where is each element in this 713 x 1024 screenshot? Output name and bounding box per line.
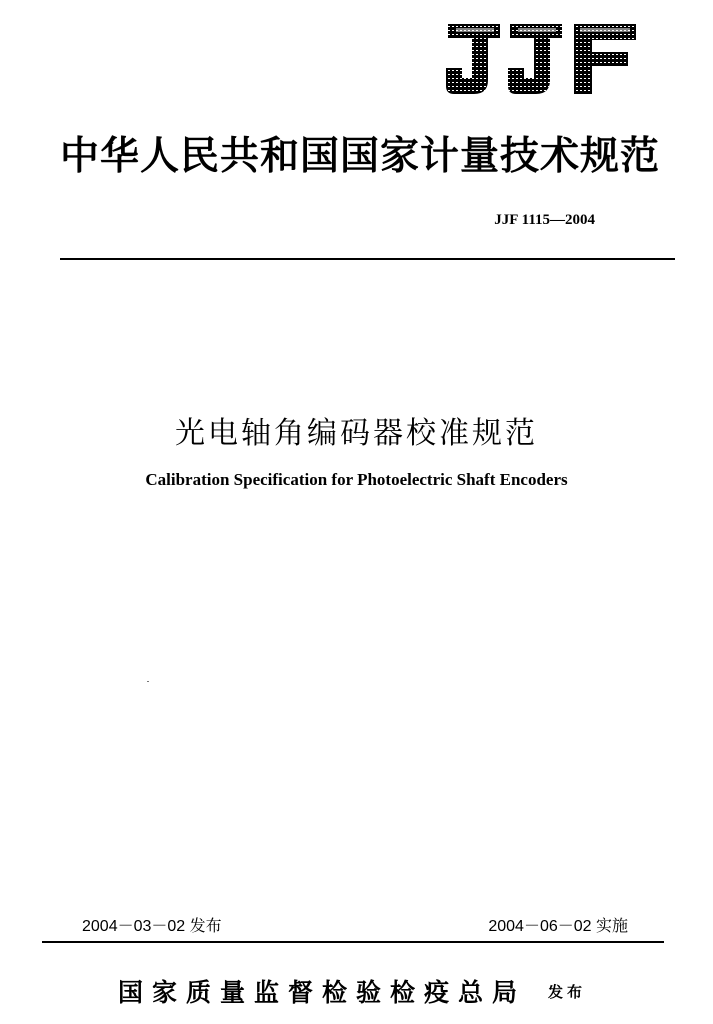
document-title-en: Calibration Specification for Photoelectric Shaft Encoders xyxy=(145,470,568,489)
jjf-logo-icon xyxy=(444,18,640,98)
publish-label: 发布 xyxy=(548,983,587,1001)
jjf-logo xyxy=(444,18,640,98)
implementation-date: 2004－06－02 实施 xyxy=(488,918,628,935)
footer-divider xyxy=(42,941,664,943)
publisher-name: 国家质量监督检验检疫总局 xyxy=(118,978,527,1007)
document-number: JJF 1115—2004 xyxy=(494,212,595,228)
scan-speck xyxy=(147,681,149,682)
issue-date: 2004－03－02 发布 xyxy=(82,918,222,935)
document-title-cn: 光电轴角编码器校准规范 xyxy=(175,416,538,451)
header-divider xyxy=(60,258,675,260)
national-standard-title: 中华人民共和国国家计量技术规范 xyxy=(60,133,661,179)
